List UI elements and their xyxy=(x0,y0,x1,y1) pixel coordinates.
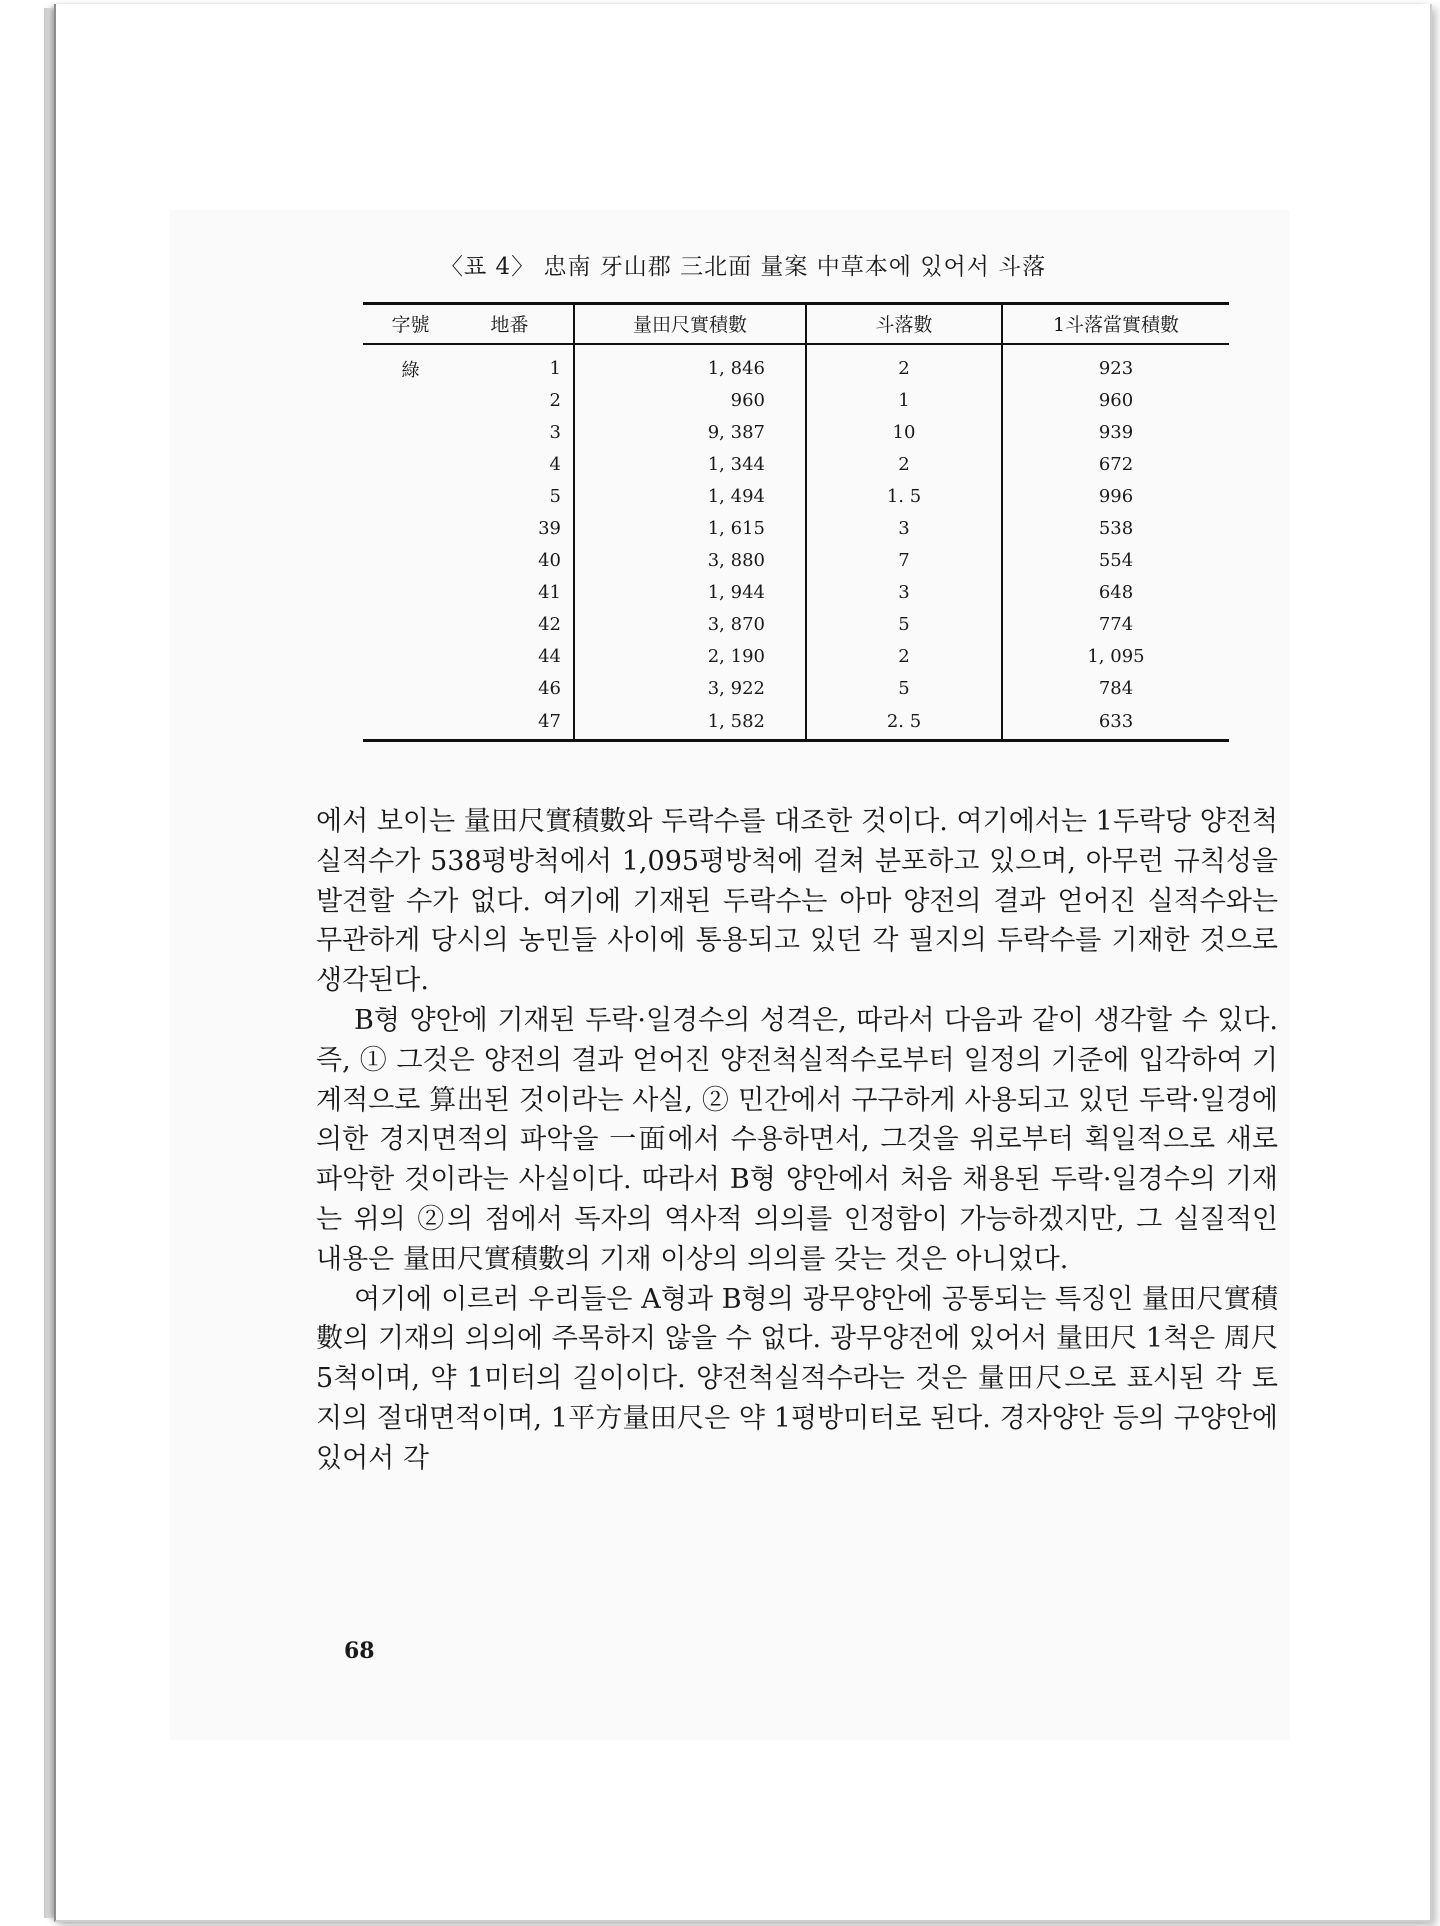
cell-area: 1, 494 xyxy=(574,481,806,513)
cell-no: 4 xyxy=(549,454,561,475)
cell-per: 960 xyxy=(1002,385,1229,417)
cell-per: 784 xyxy=(1002,673,1229,705)
cell-area: 1, 344 xyxy=(574,449,806,481)
cell-dr: 1. 5 xyxy=(806,481,1002,513)
cell-area: 3, 870 xyxy=(574,609,806,641)
cell-ji xyxy=(363,385,458,417)
cell-dr: 2 xyxy=(806,641,1002,673)
cell-per: 1, 095 xyxy=(1002,641,1229,673)
cell-dr: 2. 5 xyxy=(806,705,1002,741)
cell-no: 41 xyxy=(538,582,561,603)
page-number: 68 xyxy=(344,1638,375,1664)
cell-no: 44 xyxy=(538,646,561,667)
cell-dr: 2 xyxy=(806,449,1002,481)
cell-no: 42 xyxy=(538,614,561,635)
cell-no: 46 xyxy=(538,678,561,699)
header-dr: 斗落數 xyxy=(806,304,1002,344)
cell-per: 538 xyxy=(1002,513,1229,545)
cell-ji xyxy=(363,641,458,673)
cell-ji: 綠 xyxy=(401,359,420,381)
cell-no: 2 xyxy=(549,390,561,411)
cell-per: 672 xyxy=(1002,449,1229,481)
table-caption: 〈표 4〉 忠南 牙山郡 三北面 量案 中草本에 있어서 斗落 xyxy=(440,254,1047,280)
cell-per: 996 xyxy=(1002,481,1229,513)
cell-ji xyxy=(363,673,458,705)
cell-ji xyxy=(363,705,458,741)
header-ji: 字號 xyxy=(363,304,458,344)
cell-area: 3, 880 xyxy=(574,545,806,577)
cell-dr: 3 xyxy=(806,577,1002,609)
table-row xyxy=(363,417,1229,449)
cell-area: 1, 615 xyxy=(574,513,806,545)
cell-area: 2, 190 xyxy=(574,641,806,673)
cell-no: 1 xyxy=(549,358,561,379)
cell-ji xyxy=(363,609,458,641)
paragraph-3: 여기에 이르러 우리들은 A형과 B형의 광무양안에 공통되는 특징인 量田尺實積數의 기재의 의의에 주목하지 않을 수 없다. 광무양전에 있어서 量田尺 1척은 周尺 5척이며, 약 1미터의 길이이다. 양전척실적수라는 것은 量田尺으로 표시된 각 토지의 절대면적이며, 1平方量田尺은 약 1평방미터로 된다. 경자양안 등의 구양안에 있어서 각 xyxy=(316,1283,1278,1474)
table-row xyxy=(363,449,1229,481)
table-row xyxy=(363,385,1229,417)
cell-area: 3, 922 xyxy=(574,673,806,705)
data-table xyxy=(363,302,1229,742)
header-no: 地番 xyxy=(458,304,574,344)
cell-ji xyxy=(363,481,458,513)
table-row xyxy=(363,641,1229,673)
cell-dr: 7 xyxy=(806,545,1002,577)
cell-no: 40 xyxy=(538,550,561,571)
cell-no: 47 xyxy=(458,705,574,741)
cell-area: 1, 846 xyxy=(574,344,806,385)
cell-per: 554 xyxy=(1002,545,1229,577)
cell-dr: 2 xyxy=(806,344,1002,385)
paragraph-1: 에서 보이는 量田尺實積數와 두락수를 대조한 것이다. 여기에서는 1두락당 양전척실적수가 538평방척에서 1,095평방척에 걸쳐 분포하고 있으며, 아무런 규칙성을 발견할 수가 없다. 여기에 기재된 두락수는 아마 양전의 결과 얻어진 실적수와는 무관하게 당시의 농민들 사이에 통용되고 있던 각 필지의 두락수를 기재한 것으로 생각된다. xyxy=(316,806,1278,997)
cell-per: 774 xyxy=(1002,609,1229,641)
table-row xyxy=(363,577,1229,609)
cell-ji xyxy=(363,577,458,609)
cell-ji xyxy=(363,449,458,481)
header-area: 量田尺實積數 xyxy=(574,304,806,344)
table-row xyxy=(363,545,1229,577)
cell-no: 39 xyxy=(538,518,561,539)
table-row xyxy=(363,609,1229,641)
cell-no: 5 xyxy=(549,486,561,507)
table-row xyxy=(363,673,1229,705)
cell-per: 923 xyxy=(1002,344,1229,385)
header-per: 1斗落當實積數 xyxy=(1002,304,1229,344)
table-row xyxy=(363,513,1229,545)
cell-ji xyxy=(363,545,458,577)
table-row xyxy=(363,344,1229,385)
body-text xyxy=(316,802,1278,1479)
paragraph-2: B형 양안에 기재된 두락·일경수의 성격은, 따라서 다음과 같이 생각할 수 있다. 즉, ① 그것은 양전의 결과 얻어진 양전척실적수로부터 일정의 기준에 입각하여 기계적으로 算出된 것이라는 사실, ② 민간에서 구구하게 사용되고 있던 두락·일경에 의한 경지면적의 파악을 一面에서 수용하면서, 그것을 위로부터 획일적으로 새로 파악한 것이라는 사실이다. 따라서 B형 양안에서 처음 채용된 두락·일경수의 기재는 위의 ②의 점에서 독자의 역사적 의의를 인정함이 가능하겠지만, 그 실질적인 내용은 量田尺實積數의 기재 이상의 의의를 갖는 것은 아니었다. xyxy=(316,1004,1278,1275)
cell-ji xyxy=(363,417,458,449)
cell-area: 9, 387 xyxy=(574,417,806,449)
cell-area: 1, 582 xyxy=(574,705,806,741)
cell-dr: 10 xyxy=(806,417,1002,449)
cell-dr: 1 xyxy=(806,385,1002,417)
cell-area: 960 xyxy=(574,385,806,417)
cell-no: 3 xyxy=(549,422,561,443)
cell-dr: 3 xyxy=(806,513,1002,545)
cell-area: 1, 944 xyxy=(574,577,806,609)
cell-dr: 5 xyxy=(806,609,1002,641)
cell-per: 648 xyxy=(1002,577,1229,609)
table-row xyxy=(363,481,1229,513)
table-header-row xyxy=(363,304,1229,344)
table-row xyxy=(363,705,1229,741)
cell-ji xyxy=(363,513,458,545)
cell-per: 633 xyxy=(1002,705,1229,741)
cell-per: 939 xyxy=(1002,417,1229,449)
cell-dr: 5 xyxy=(806,673,1002,705)
